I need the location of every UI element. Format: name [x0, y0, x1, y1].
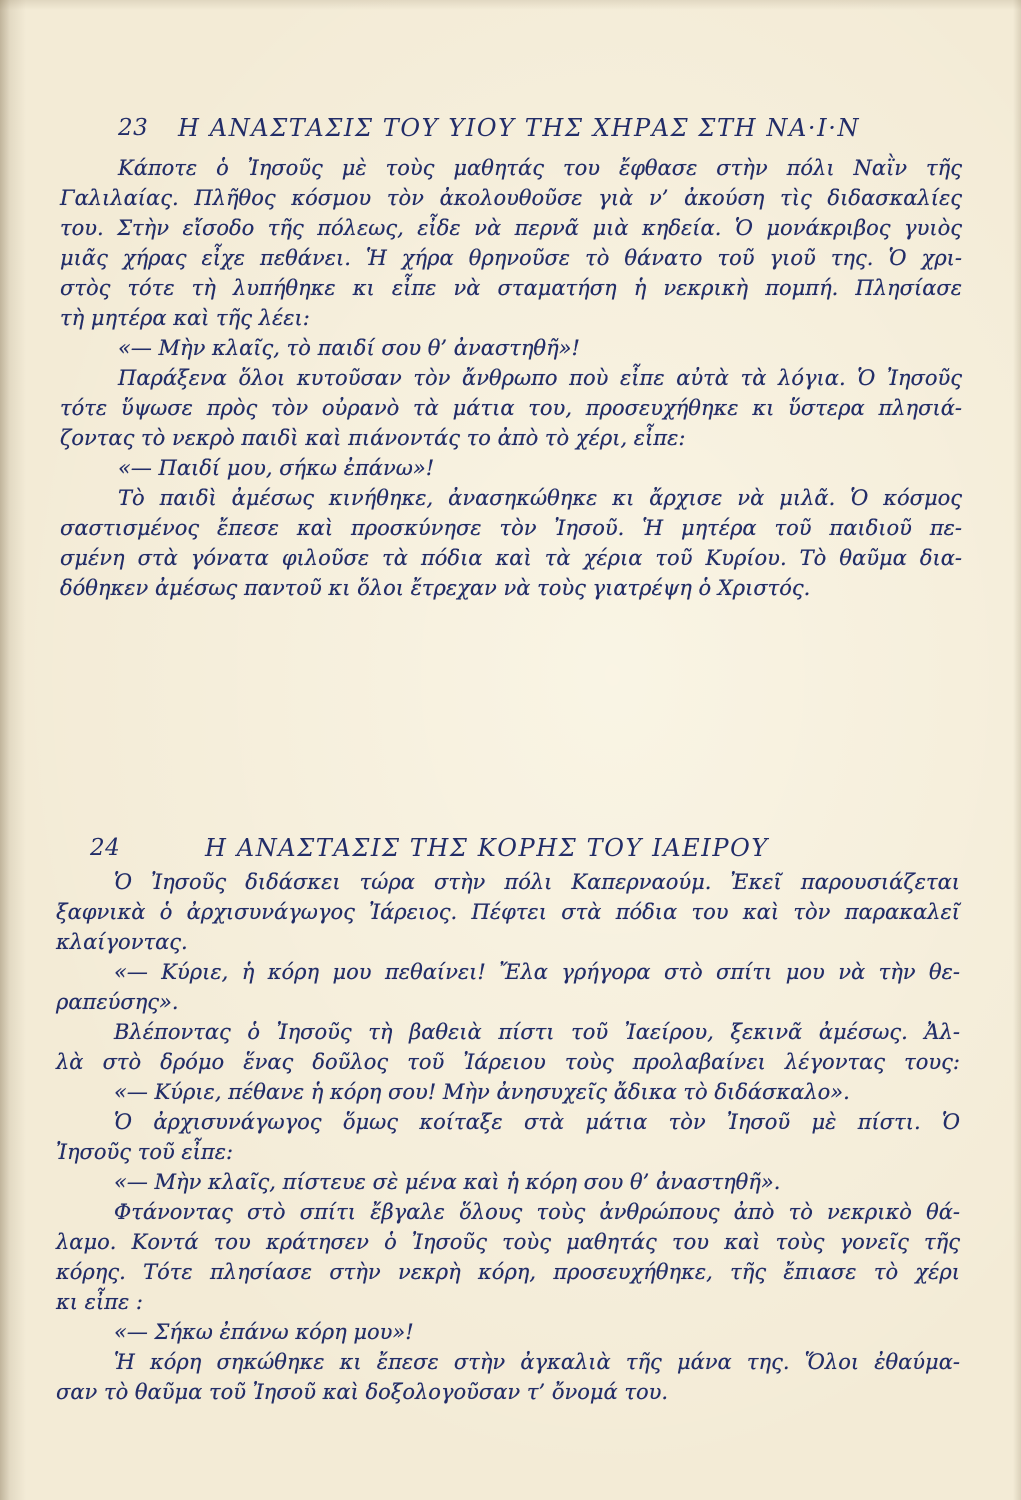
text-line: μιᾶς χήρας εἶχε πεθάνει. Ἡ χήρα θρηνοῦσε τὸ θάνατο τοῦ γιοῦ της. Ὁ χρι- [60, 246, 962, 270]
dialogue-line: «— Παιδί μου, σήκω ἐπάνω»! [118, 456, 435, 480]
text-line: κι εἶπε : [56, 1290, 144, 1314]
section-body [56, 867, 960, 1407]
text-line: Ἰησοῦς τοῦ εἶπε: [56, 1140, 234, 1164]
section-title: Η ΑΝΑΣΤΑΣΙΣ ΤΟΥ ΥΙΟΥ ΤΗΣ ΧΗΡΑΣ ΣΤΗ ΝΑ·Ι·Ν [178, 114, 861, 142]
text-line: Παράξενα ὅλοι κυτοῦσαν τὸν ἄνθρωπο ποὺ εἶπε αὐτὰ τὰ λόγια. Ὁ Ἰησοῦς [118, 366, 962, 390]
dialogue-line: «— Μὴν κλαῖς, τὸ παιδί σου θ’ ἀναστηθῆ»! [118, 336, 580, 360]
text-line: Ὁ ἀρχισυνάγωγος ὅμως κοίταξε στὰ μάτια τὸν Ἰησοῦ μὲ πίστι. Ὁ [114, 1110, 960, 1134]
text-line: Γαλιλαίας. Πλῆθος κόσμου τὸν ἀκολουθοῦσε γιὰ ν’ ἀκούση τὶς διδασκαλίες [60, 186, 962, 210]
dialogue-line: «— Σήκω ἐπάνω κόρη μου»! [114, 1320, 414, 1344]
text-line: σαστισμένος ἔπεσε καὶ προσκύνησε τὸν Ἰησοῦ. Ἡ μητέρα τοῦ παιδιοῦ πε- [60, 516, 962, 540]
text-line: κλαίγοντας. [56, 930, 188, 954]
text-line: λὰ στὸ δρόμο ἕνας δοῦλος τοῦ Ἰάρειου τοὺς προλαβαίνει λέγοντας τους: [56, 1050, 960, 1074]
section-number: 24 [90, 835, 121, 861]
dialogue-line: «— Κύριε, ἡ κόρη μου πεθαίνει! Ἔλα γρήγορα στὸ σπίτι μου νὰ τὴν θε- [114, 960, 960, 984]
section-heading [0, 833, 1021, 863]
text-line: ζοντας τὸ νεκρὸ παιδὶ καὶ πιάνοντάς το ἀπὸ τὸ χέρι, εἶπε: [60, 426, 686, 450]
dialogue-line: «— Μὴν κλαῖς, πίστευε σὲ μένα καὶ ἡ κόρη σου θ’ ἀναστηθῆ». [114, 1170, 781, 1194]
text-line: Κάποτε ὁ Ἰησοῦς μὲ τοὺς μαθητάς του ἔφθασε στὴν πόλι Ναῒν τῆς [118, 156, 962, 180]
text-line: Βλέποντας ὁ Ἰησοῦς τὴ βαθειὰ πίστι τοῦ Ἰαείρου, ξεκινᾶ ἀμέσως. Ἀλ- [114, 1020, 960, 1044]
text-line: ξαφνικὰ ὁ ἀρχισυνάγωγος Ἰάρειος. Πέφτει στὰ πόδια του καὶ τὸν παρακαλεῖ [56, 900, 960, 924]
text-line: στὸς τότε τὴ λυπήθηκε κι εἶπε νὰ σταματήση ἡ νεκρικὴ πομπή. Πλησίασε [60, 276, 962, 300]
text-line: τότε ὕψωσε πρὸς τὸν οὐρανὸ τὰ μάτια του, προσευχήθηκε κι ὕστερα πλησιά- [60, 396, 962, 420]
text-line: σαν τὸ θαῦμα τοῦ Ἰησοῦ καὶ δοξολογοῦσαν τ’ ὄνομά του. [56, 1380, 669, 1404]
text-line: ραπεύσης». [56, 990, 179, 1014]
text-line: σμένη στὰ γόνατα φιλοῦσε τὰ πόδια καὶ τὰ χέρια τοῦ Κυρίου. Τὸ θαῦμα δια- [60, 546, 962, 570]
text-line: δόθηκεν ἀμέσως παντοῦ κι ὅλοι ἔτρεχαν νὰ τοὺς γιατρέψη ὁ Χριστός. [60, 576, 811, 600]
text-line: τὴ μητέρα καὶ τῆς λέει: [60, 306, 310, 330]
text-line: λαμο. Κοντά του κράτησεν ὁ Ἰησοῦς τοὺς μαθητάς του καὶ τοὺς γονεῖς τῆς [56, 1230, 960, 1254]
section-title: Η ΑΝΑΣΤΑΣΙΣ ΤΗΣ ΚΟΡΗΣ ΤΟΥ ΙΑΕΙΡΟΥ [205, 834, 769, 862]
text-line: Τὸ παιδὶ ἀμέσως κινήθηκε, ἀνασηκώθηκε κι ἄρχισε νὰ μιλᾶ. Ὁ κόσμος [118, 486, 962, 510]
section-number: 23 [118, 115, 149, 141]
text-line: Ὁ Ἰησοῦς διδάσκει τώρα στὴν πόλι Καπερναούμ. Ἐκεῖ παρουσιάζεται [114, 870, 960, 894]
section-heading [0, 113, 1021, 143]
text-line: Ἡ κόρη σηκώθηκε κι ἔπεσε στὴν ἀγκαλιὰ τῆς μάνα της. Ὅλοι ἐθαύμα- [114, 1350, 960, 1374]
text-line: Φτάνοντας στὸ σπίτι ἔβγαλε ὅλους τοὺς ἀνθρώπους ἀπὸ τὸ νεκρικὸ θά- [114, 1200, 960, 1224]
dialogue-line: «— Κύριε, πέθανε ἡ κόρη σου! Μὴν ἀνησυχεῖς ἄδικα τὸ διδάσκαλο». [114, 1080, 850, 1104]
section-body [60, 153, 962, 603]
text-line: του. Στὴν εἴσοδο τῆς πόλεως, εἶδε νὰ περνᾶ μιὰ κηδεία. Ὁ μονάκριβος γυιὸς [60, 216, 962, 240]
text-line: κόρης. Τότε πλησίασε στὴν νεκρὴ κόρη, προσευχήθηκε, τῆς ἔπιασε τὸ χέρι [56, 1260, 960, 1284]
